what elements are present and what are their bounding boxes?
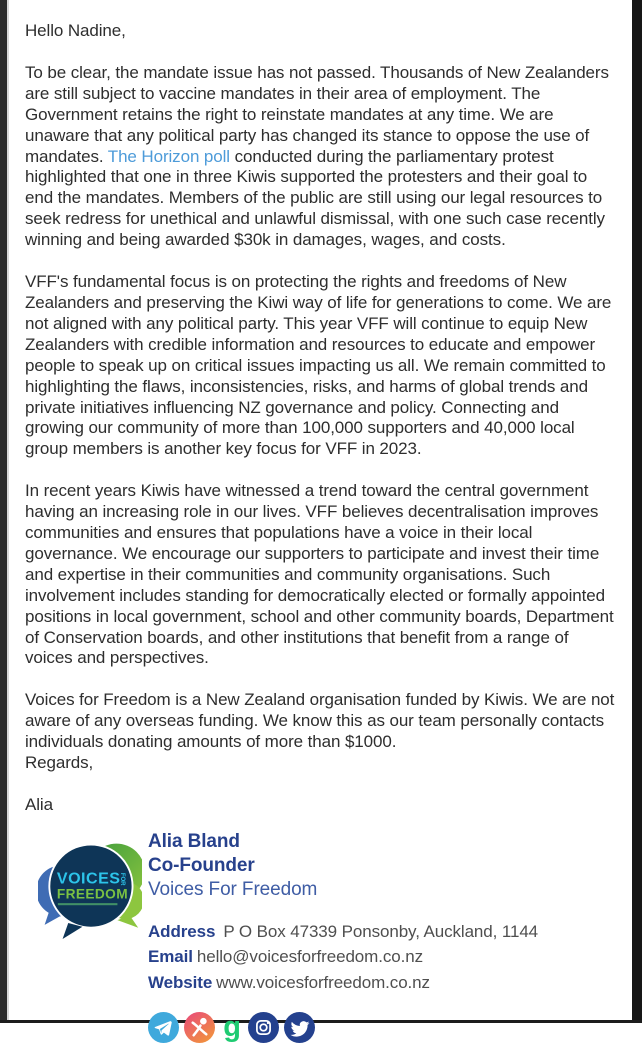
regards-line: Regards,	[25, 753, 94, 773]
logo-word-for: FOR	[119, 872, 127, 886]
instagram-icon[interactable]	[248, 1012, 279, 1043]
signature-name: Alia Bland	[148, 830, 240, 852]
paragraph-mandates	[25, 63, 617, 251]
voices-for-freedom-logo	[38, 832, 142, 944]
signature-text-block	[148, 830, 538, 1043]
gab-icon[interactable]: g	[223, 1011, 241, 1043]
email-signature	[38, 830, 617, 1043]
signature-title: Co-Founder	[148, 854, 255, 876]
telegram-icon[interactable]	[148, 1012, 179, 1043]
left-edge-bar	[0, 0, 7, 1023]
address-label: Address	[148, 921, 216, 941]
signature-contact-fields	[148, 919, 538, 996]
paragraph-funding: Voices for Freedom is a New Zealand organisation funded by Kiwis. We are not aware of any overseas funding. We know this as our team personally contacts individuals donating amounts of more than $1000.	[25, 690, 615, 752]
address-row	[148, 919, 538, 945]
horizon-poll-link[interactable]: The Horizon poll	[107, 146, 230, 166]
email-label: Email	[148, 947, 193, 967]
logo-tagline-line	[58, 903, 118, 905]
logo-word-voices: VOICES	[56, 869, 121, 888]
spacer	[25, 774, 617, 795]
email-value: hello@voicesforfreedom.co.nz	[196, 947, 423, 967]
odysee-icon[interactable]	[184, 1012, 215, 1043]
address-value: P O Box 47339 Ponsonby, Auckland, 1144	[223, 921, 539, 941]
paragraph-mandates-text-before: To be clear, the mandate issue has not passed. Thousands of New Zealanders are still subject to vaccine mandates in their area of employment. The Government retains the right to reinstate mandates at any time. We are unaware that any political party has changed its stance to oppose the use of mandates.	[25, 62, 609, 166]
twitter-icon[interactable]	[284, 1012, 315, 1043]
logo-word-freedom: FREEDOM	[56, 886, 129, 902]
paragraph-mandates-text-after: conducted during the parliamentary protest highlighted that one in three Kiwis supported the protesters and their goal to end the mandates. Members of the public are still using our legal resources to seek redress for unethical and unlawful dismissal, with one such case recently winning and being awarded $30k in damages, wages, and costs.	[25, 146, 605, 250]
paragraph-vff-focus: VFF's fundamental focus is on protecting the rights and freedoms of New Zealanders and preserving the Kiwi way of life for generations to come. We are not aligned with any political party. This year VFF will continue to equip New Zealanders with credible information and resources to educate and empower people to speak up on critical issues impacting us all. We remain committed to highlighting the flaws, inconsistencies, risks, and harms of global trends and private initiatives influencing NZ governance and policy. Connecting and growing our community of more than 100,000 supporters and 40,000 local group members is another key focus for VFF in 2023.	[25, 272, 612, 459]
email-body	[25, 21, 617, 1043]
website-label: Website	[148, 972, 213, 992]
social-icons-row	[148, 1012, 538, 1043]
right-edge-bar	[632, 0, 642, 1023]
left-edge-highlight	[7, 0, 9, 1023]
website-value: www.voicesforfreedom.co.nz	[216, 972, 430, 992]
email-row	[148, 944, 538, 970]
signoff-name: Alia	[25, 795, 53, 814]
greeting: Hello Nadine,	[25, 21, 126, 40]
signature-company: Voices For Freedom	[148, 878, 318, 900]
website-row	[148, 970, 538, 996]
paragraph-decentralisation: In recent years Kiwis have witnessed a trend toward the central government having an increasing role in our lives. VFF believes decentralisation improves communities and ensures that populations have a voice in their local governance. We encourage our supporters to participate and invest their time and expertise in their communities and community organisations. Such involvement includes standing for democratically elected or formally appointed positions in local government, school and other community boards, Department of Conservation boards, and other institutions that benefit from a range of voices and perspectives.	[25, 481, 614, 668]
